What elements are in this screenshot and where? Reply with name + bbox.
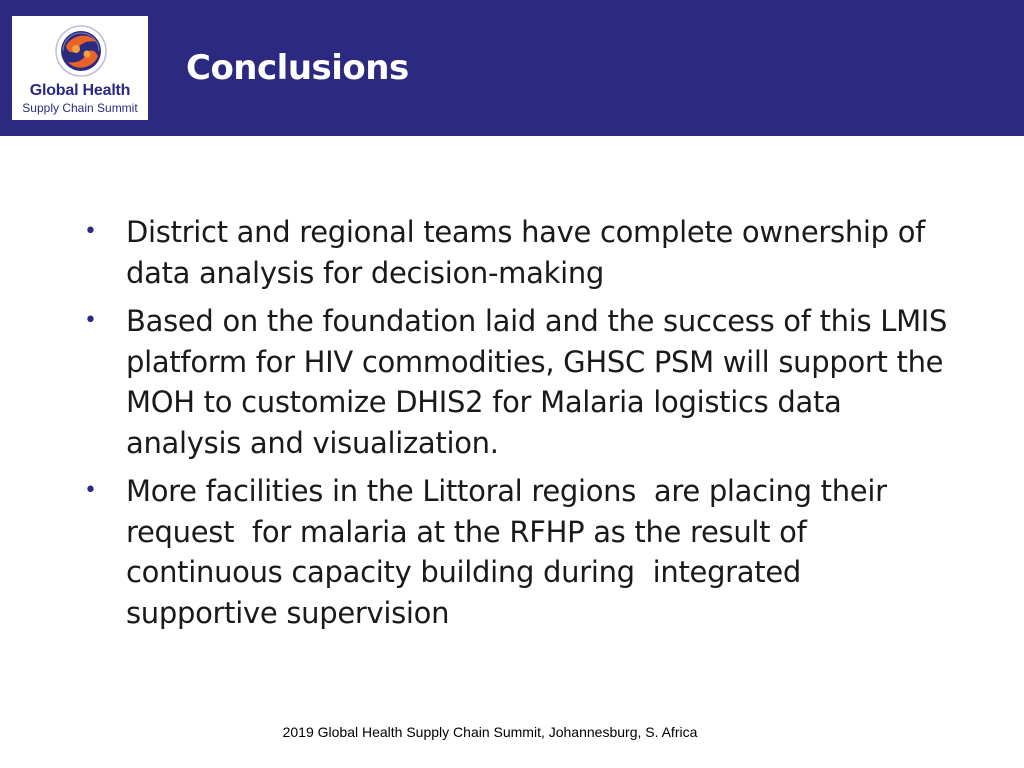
bullet-item-1: [84, 212, 954, 293]
header-band: [0, 0, 1024, 136]
logo-text-line1: Global Health: [29, 82, 131, 99]
summit-logo: [12, 16, 148, 120]
bullet-item-2: [84, 301, 957, 463]
bullet-text: Based on the foundation laid and the success of this LMIS platform for HIV commodities, GHSC PSM will support the MOH to customize DHIS2 for Malaria logistics data analysis and visualization.: [126, 304, 957, 460]
bullet-marker: •: [84, 219, 97, 244]
slide-footer: 2019 Global Health Supply Chain Summit, Johannesburg, S. Africa: [282, 724, 698, 740]
bullet-marker: •: [84, 308, 97, 333]
globe-logo-icon: [54, 24, 108, 78]
bullet-marker: •: [84, 478, 97, 503]
bullet-item-3: [84, 471, 954, 633]
logo-text-line2: Supply Chain Summit: [22, 101, 138, 115]
bullet-text: More facilities in the Littoral regions are placing their request for malaria at the RFHP as the result of continuous capacity building during integrated supportive supervision: [126, 474, 896, 630]
slide-title: Conclusions: [186, 48, 409, 88]
bullet-text: District and regional teams have complete ownership of data analysis for decision-making: [126, 215, 934, 290]
bullet-list: [84, 212, 957, 641]
